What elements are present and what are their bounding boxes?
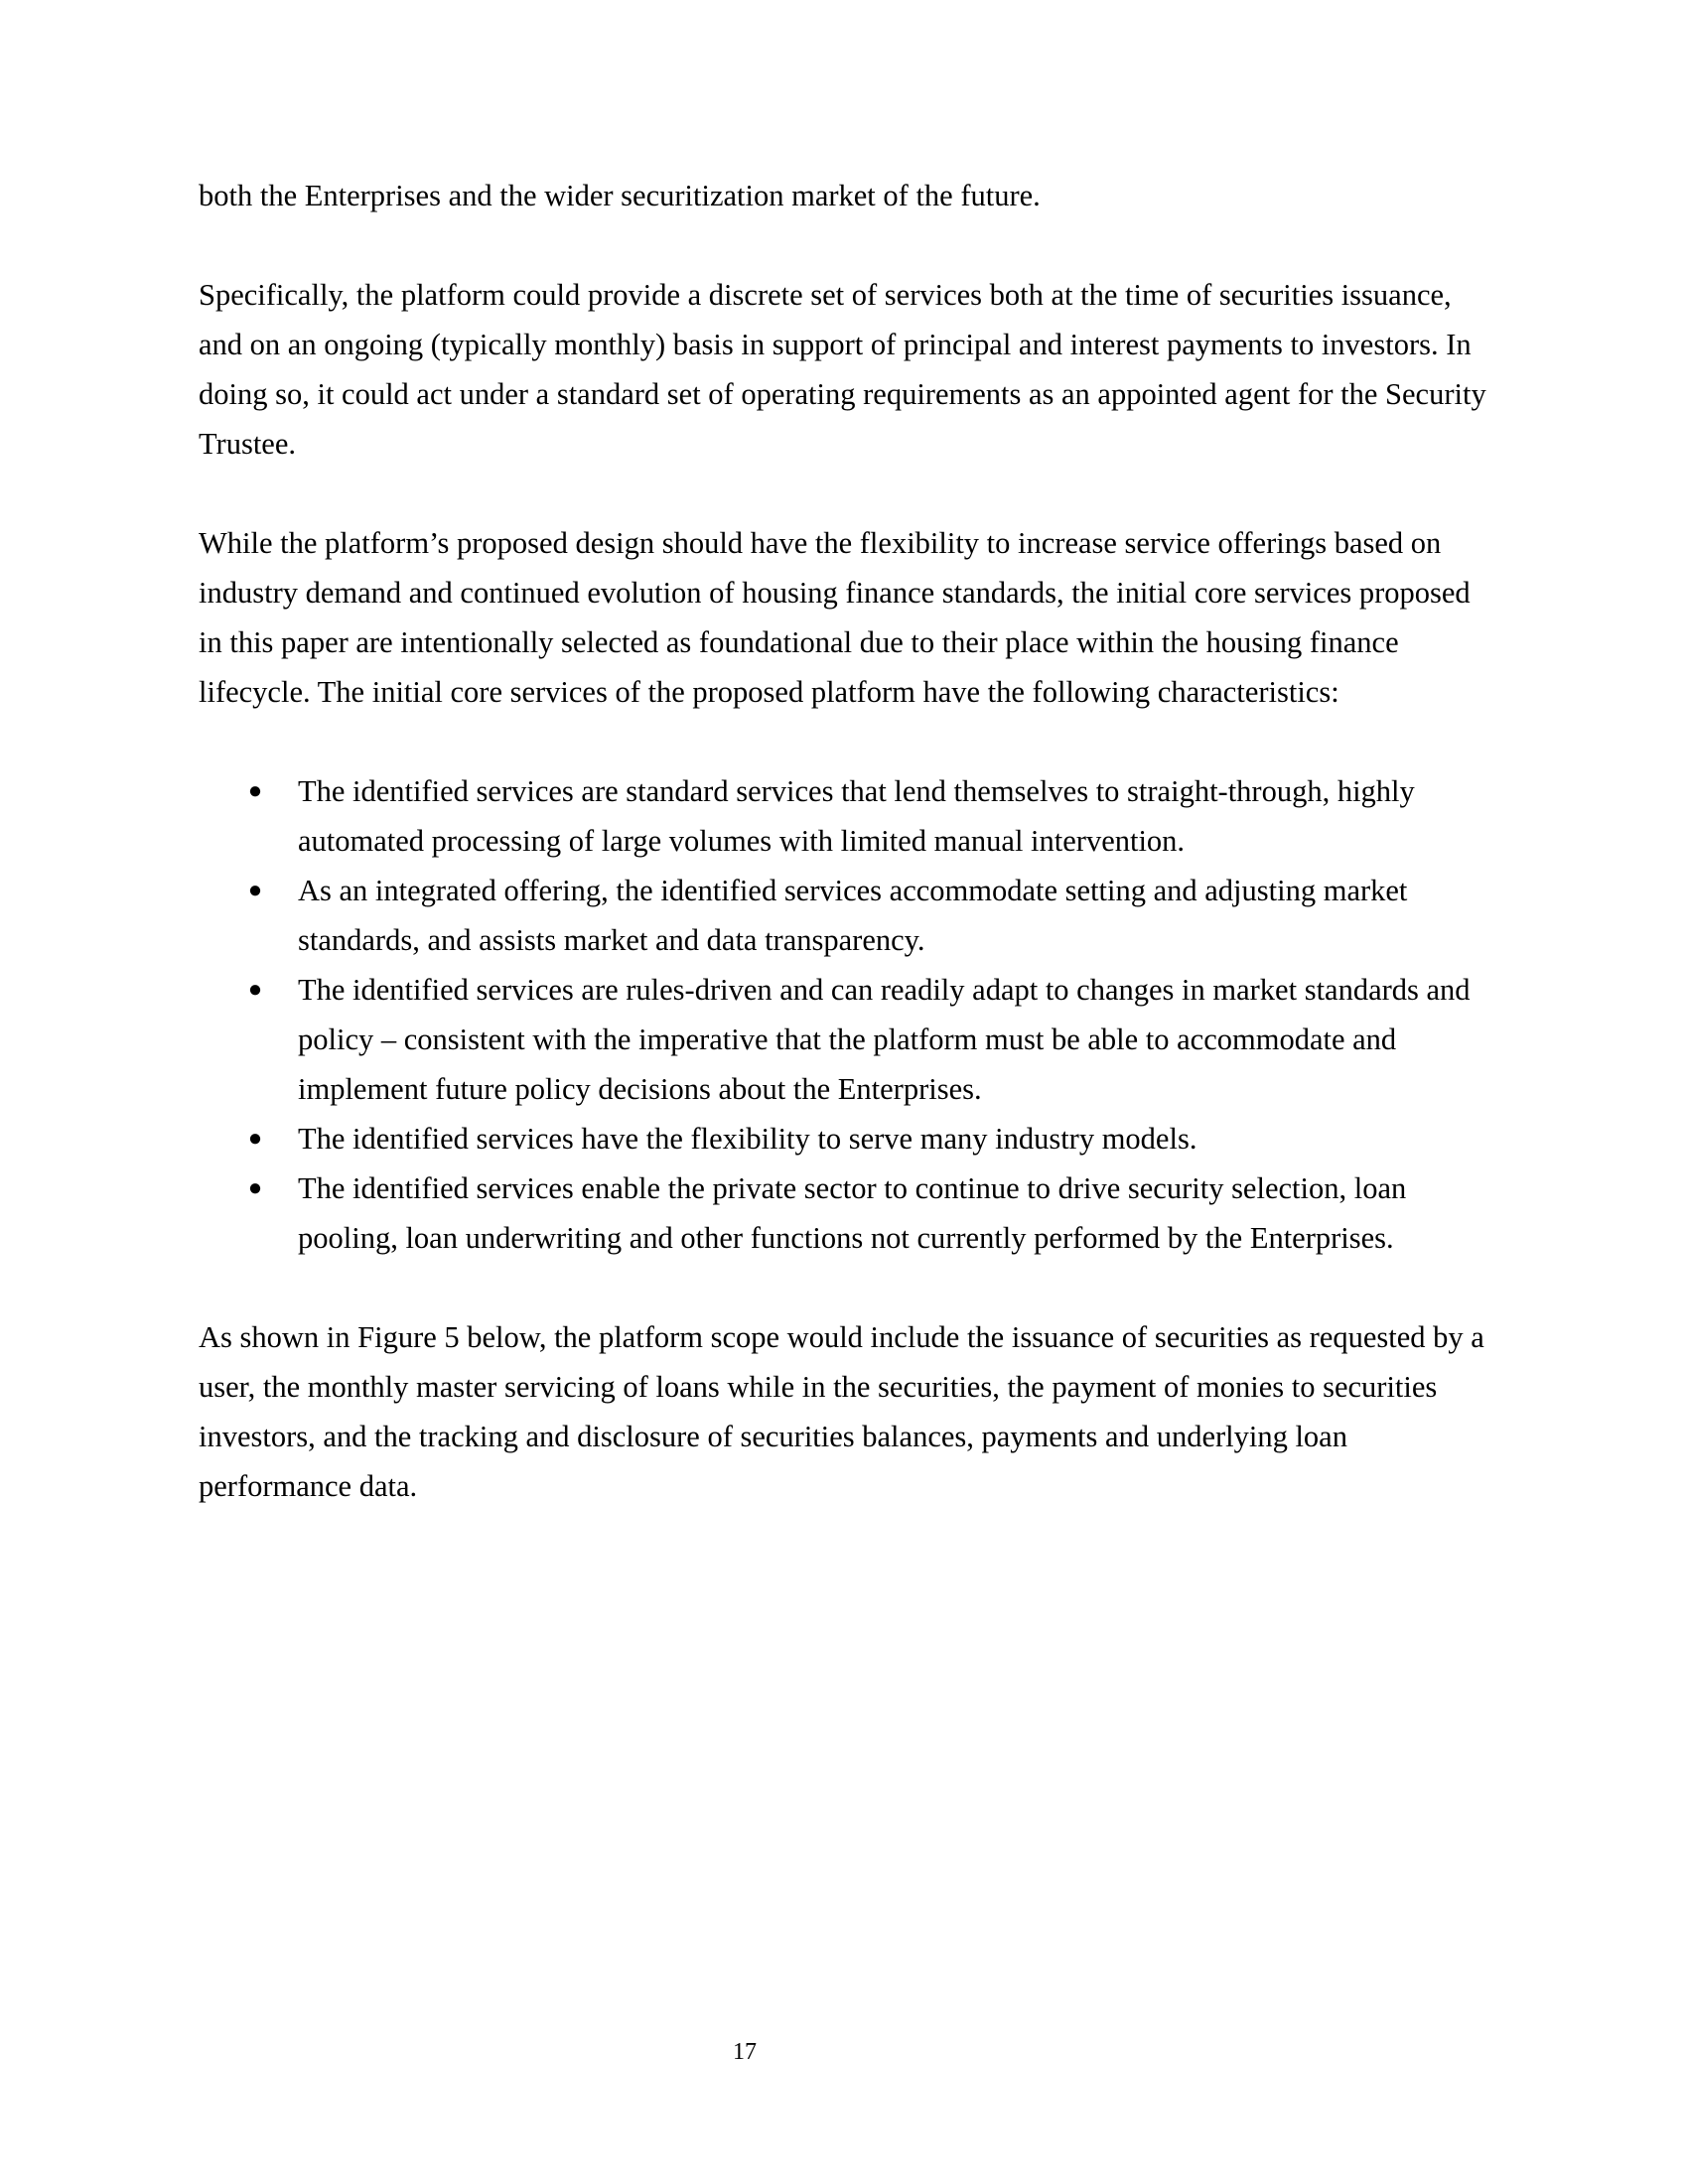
bullet-icon: ● <box>247 1126 263 1152</box>
list-item <box>199 866 1489 965</box>
bullet-icon: ● <box>247 1175 263 1201</box>
list-item-text: The identified services are rules-driven and can readily adapt to changes in market standards and policy – consistent with the imperative that the platform must be able to accommodate and implement future policy decisions about the Enterprises. <box>298 973 1471 1106</box>
list-item-text: The identified services are standard services that lend themselves to straight-through, highly automated processing of large volumes with limited manual intervention. <box>298 774 1415 858</box>
characteristics-list <box>199 766 1489 1263</box>
paragraph-core-services: While the platform’s proposed design should have the flexibility to increase service offerings based on industry demand and continued evolution of housing finance standards, the initial core services proposed in this paper are intentionally selected as foundational due to their place within the housing finance lifecycle. The initial core services of the proposed platform have the following characteristics: <box>199 526 1471 709</box>
page-number: 17 <box>733 2039 757 2065</box>
list-item-text: The identified services enable the private sector to continue to drive security selection, loan pooling, loan underwriting and other functions not currently performed by the Enterprises. <box>298 1171 1407 1255</box>
list-item-text: The identified services have the flexibility to serve many industry models. <box>298 1122 1197 1156</box>
bullet-icon: ● <box>247 878 263 903</box>
paragraph-platform-services: Specifically, the platform could provide a discrete set of services both at the time of securities issuance, and on an ongoing (typically monthly) basis in support of principal and interest payments to investors. In doing so, it could act under a standard set of operating requirements as an appointed agent for the Security Trustee. <box>199 278 1486 461</box>
list-item-text: As an integrated offering, the identified services accommodate setting and adjusting market standards, and assists market and data transparency. <box>298 874 1408 957</box>
list-item <box>199 1114 1489 1163</box>
paragraph-continuation: both the Enterprises and the wider securitization market of the future. <box>199 179 1041 212</box>
body-text <box>199 171 1489 1561</box>
list-item <box>199 766 1489 866</box>
list-item <box>199 1163 1489 1263</box>
list-item <box>199 965 1489 1114</box>
bullet-icon: ● <box>247 778 263 804</box>
paragraph-platform-scope: As shown in Figure 5 below, the platform scope would include the issuance of securities as requested by a user, the monthly master servicing of loans while in the securities, the payment of monies to securities investors, and the tracking and disclosure of securities balances, payments and underlying loan performance data. <box>199 1320 1484 1503</box>
bullet-icon: ● <box>247 977 263 1003</box>
